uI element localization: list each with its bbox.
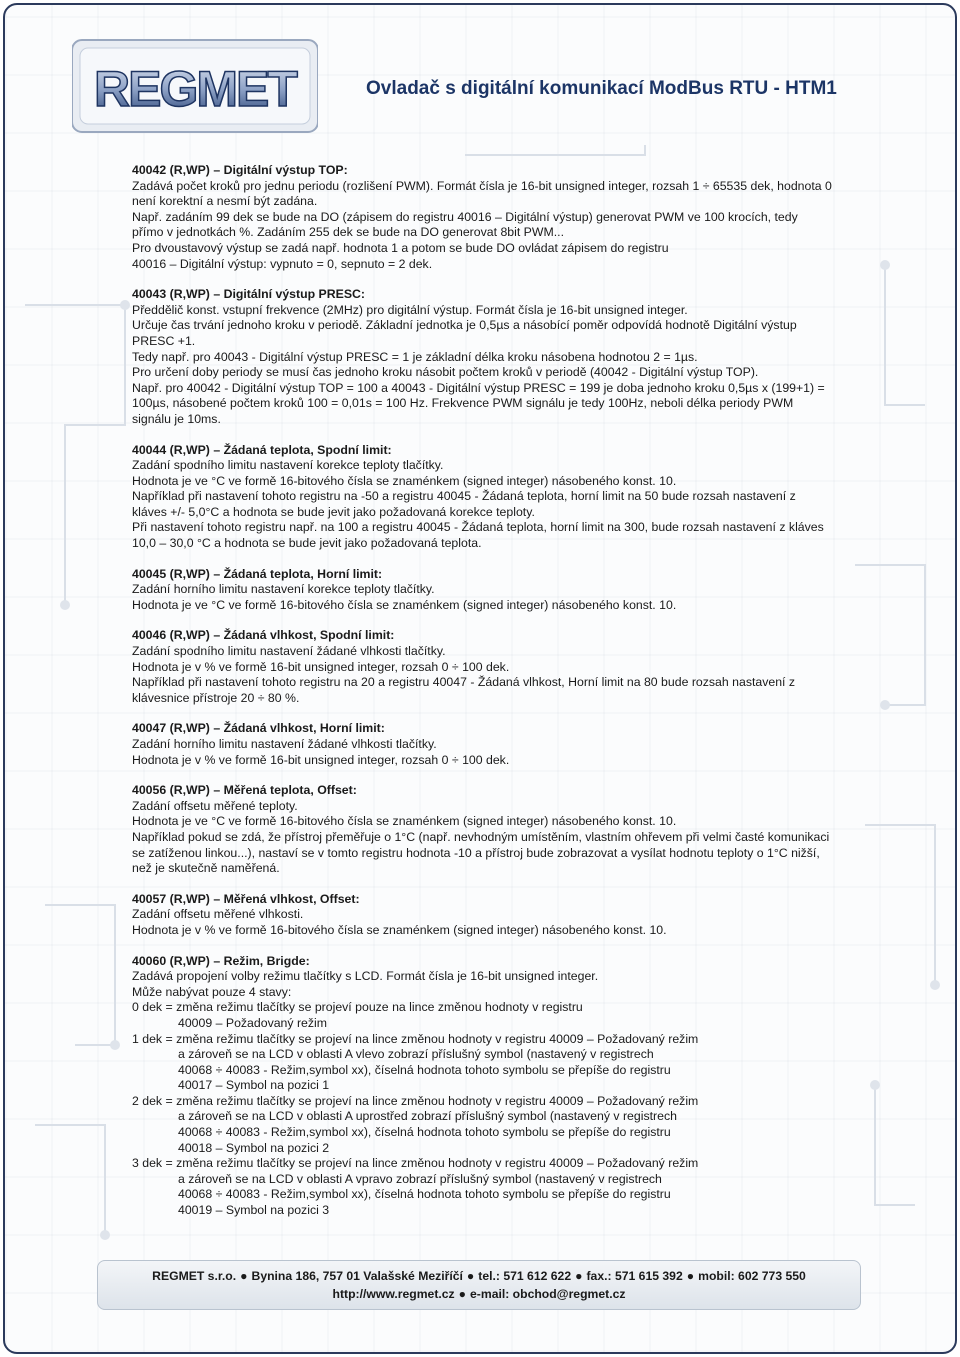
mode-option: 0 dek = změna režimu tlačítky se projeví pouze na lince změnou hodnoty v registru — [132, 1000, 583, 1015]
section-line: 40016 – Digitální výstup: vypnuto = 0, sepnuto = 2 dek. — [132, 256, 433, 271]
phone: tel.: 571 612 622 — [478, 1269, 572, 1283]
section-line: Zadání horního limitu nastavení žádané vlhkosti tlačítky. — [132, 737, 437, 751]
mode-option: 2 dek = změna režimu tlačítky se projeví na lince změnou hodnoty v registru 40009 – Požadovaný režim — [132, 1093, 699, 1108]
section-heading: 40057 (R,WP) – Měřená vlhkost, Offset: — [132, 891, 360, 906]
section-line: Zadává počet kroků pro jednu periodu (rozlišení PWM). Formát čísla je 16-bit unsigned integer, rozsah 1 ÷ 65535 dek, hodnota 0 není korektní a nesmí být zadána. — [132, 178, 832, 209]
section-line: Hodnota je ve °C ve formě 16-bitového čísla se znaménkem (signed integer) násobeného konst. 10. — [132, 597, 677, 612]
mobile: mobil: 602 773 550 — [698, 1269, 806, 1283]
section-line: Zadání spodního limitu nastavení žádané vlhkosti tlačítky. — [132, 644, 446, 659]
svg-text:REGMET: REGMET — [94, 61, 296, 117]
register-section — [132, 443, 832, 552]
section-heading: 40042 (R,WP) – Digitální výstup TOP: — [132, 163, 348, 177]
website-link[interactable]: http://www.regmet.cz — [332, 1287, 455, 1301]
mode-section — [132, 954, 832, 1219]
section-heading: 40044 (R,WP) – Žádaná teplota, Spodní limit: — [132, 442, 392, 457]
document-title: Ovladač s digitální komunikací ModBus RTU - HTM1 — [366, 78, 837, 99]
register-section — [132, 628, 832, 706]
section-heading: 40047 (R,WP) – Žádaná vlhkost, Horní limit: — [132, 721, 385, 736]
section-heading: 40046 (R,WP) – Žádaná vlhkost, Spodní limit: — [132, 628, 395, 643]
mode-option: 3 dek = změna režimu tlačítky se projeví na lince změnou hodnoty v registru 40009 – Požadovaný režim — [132, 1156, 699, 1171]
section-line: Předdělič konst. vstupní frekvence (2MHz) pro digitální výstup. Formát čísla je 16-bit unsigned integer. — [132, 302, 688, 317]
mode-option-detail: 40009 – Požadovaný režim — [178, 1015, 328, 1030]
mode-option-detail: 40017 – Symbol na pozici 1 — [178, 1078, 330, 1093]
contact-footer — [97, 1260, 861, 1310]
register-section — [132, 721, 832, 768]
company-name: REGMET s.r.o. — [152, 1269, 237, 1283]
section-line: Například při nastavení tohoto registru na 20 a registru 40047 - Žádaná vlhkost, Horní limit na 80 bude rozsah nastavení z klávesnice přístroje 20 ÷ 80 %. — [132, 675, 796, 705]
section-line: Určuje čas trvání jednoho kroku v periodě. Základní jednotka je 0,5µs a násobící poměr odpovídá hodnotě Digitální výstup PRESC +1. — [132, 318, 797, 348]
mode-option-detail: 40018 – Symbol na pozici 2 — [178, 1140, 330, 1155]
bullet-icon: ● — [466, 1269, 475, 1283]
footer-line-1 — [98, 1269, 860, 1283]
section-line: Hodnota je v % ve formě 16-bit unsigned integer, rozsah 0 ÷ 100 dek. — [132, 659, 510, 674]
register-sections — [132, 163, 832, 939]
mode-option-detail: 40019 – Symbol na pozici 3 — [178, 1203, 330, 1218]
bullet-icon: ● — [240, 1269, 248, 1283]
section-line: Může nabývat pouze 4 stavy: — [132, 984, 292, 999]
mode-option-detail: 40068 ÷ 40083 - Režim,symbol xx), číselná hodnota tohoto symbolu se přepíše do registru — [178, 1125, 671, 1140]
section-heading: 40056 (R,WP) – Měřená teplota, Offset: — [132, 783, 357, 798]
section-heading: 40045 (R,WP) – Žádaná teplota, Horní limit: — [132, 566, 383, 581]
register-section — [132, 783, 832, 877]
section-line: Zadání spodního limitu nastavení korekce teploty tlačítky. — [132, 458, 444, 473]
section-line: Např. pro 40042 - Digitální výstup TOP = 100 a 40043 - Digitální výstup PRESC = 199 je doba jednoho kroku 0,5µs x (199+1) = 100µs, násobené počtem kroků 100 = 0,01s = 100 Hz. Frekvence PWM signálu je tedy 100Hz, neboli délka periody PWM signálu je 10ms. — [132, 380, 825, 426]
email-link[interactable]: e-mail: obchod@regmet.cz — [470, 1287, 626, 1301]
section-line: Např. zadáním 99 dek se bude na DO (zápisem do registru 40016 – Digitální výstup) generovat PWM ve 100 krocích, tedy přímo v jednotkách %. Zadáním 255 dek se bude na DO generovat 8bit PWM... — [132, 209, 798, 240]
section-line: Hodnota je v % ve formě 16-bitového čísla se znaménkem (signed integer) násobeného konst. 10. — [132, 922, 667, 937]
mode-option-detail: 40068 ÷ 40083 - Režim,symbol xx), číselná hodnota tohoto symbolu se přepíše do registru — [178, 1062, 671, 1077]
section-line: Například při nastavení tohoto registru na -50 a registru 40045 - Žádaná teplota, horní limit na 50 bude rozsah nastavení z kláves +/- 5,0°C a hodnota se bude jevit jako požadovaná korekce teploty. — [132, 489, 796, 519]
section-line: Zadává propojení volby režimu tlačítky s LCD. Formát čísla je 16-bit unsigned integer. — [132, 969, 599, 984]
company-address: Bynina 186, 757 01 Valašské Meziříčí — [251, 1269, 463, 1283]
section-line: Hodnota je v % ve formě 16-bit unsigned integer, rozsah 0 ÷ 100 dek. — [132, 752, 510, 767]
section-line: Při nastavení tohoto registru např. na 100 a registru 40045 - Žádaná teplota, horní limit na 300, bude rozsah nastavení z kláves 10,0 – 30,0 °C a hodnota se bude jevit jako požadovaná teplota. — [132, 520, 824, 551]
mode-option-detail: a zároveň se na LCD v oblasti A vlevo zobrazí příslušný symbol (nastavený v registrech — [178, 1047, 654, 1062]
section-line: Pro určení doby periody se musí čas jednoho kroku násobit počtem kroků v periodě (40042 - Digitální výstup TOP). — [132, 365, 759, 380]
register-section — [132, 287, 832, 427]
mode-option-detail: a zároveň se na LCD v oblasti A uprostřed zobrazí příslušný symbol (nastavený v registrech — [178, 1109, 677, 1124]
register-section — [132, 567, 832, 614]
section-line: Tedy např. pro 40043 - Digitální výstup PRESC = 1 je základní délka kroku násobena hodnotou 2 = 1µs. — [132, 349, 698, 364]
document-body — [132, 163, 832, 1234]
section-line: Zadání horního limitu nastavení korekce teploty tlačítky. — [132, 582, 435, 597]
section-line: Pro dvoustavový výstup se zadá např. hodnota 1 a potom se bude DO ovládat zápisem do registru — [132, 240, 669, 255]
section-line: Například pokud se zdá, že přístroj přeměřuje o 1°C (např. nevhodným umístěním, vlastním ohřevem při velmi časté komunikaci se zatíženou linkou...), nastaví se v tomto registru hodnota -10 a přístroj bude zobrazovat a vysílat hodnotu teploty o 1°C nižší, než je skutečně naměřená. — [132, 829, 830, 876]
bullet-icon: ● — [575, 1269, 583, 1283]
bullet-icon: ● — [458, 1287, 467, 1301]
mode-list — [132, 1000, 832, 1218]
register-section — [132, 892, 832, 939]
section-line: Hodnota je ve °C ve formě 16-bitového čísla se znaménkem (signed integer) násobeného konst. 10. — [132, 473, 677, 488]
regmet-logo — [72, 38, 318, 134]
mode-option-detail: 40068 ÷ 40083 - Režim,symbol xx), číselná hodnota tohoto symbolu se přepíše do registru — [178, 1187, 671, 1202]
section-line: Hodnota je ve °C ve formě 16-bitového čísla se znaménkem (signed integer) násobeného konst. 10. — [132, 814, 677, 829]
mode-option: 1 dek = změna režimu tlačítky se projeví na lince změnou hodnoty v registru 40009 – Požadovaný režim — [132, 1031, 699, 1046]
footer-line-2 — [98, 1287, 860, 1301]
page-header — [0, 0, 960, 140]
section-line: Zadání offsetu měřené vlhkosti. — [132, 907, 304, 922]
section-line: Zadání offsetu měřené teploty. — [132, 798, 298, 813]
bullet-icon: ● — [686, 1269, 695, 1283]
register-section — [132, 163, 832, 272]
mode-option-detail: a zároveň se na LCD v oblasti A vpravo zobrazí příslušný symbol (nastavený v registrech — [178, 1171, 662, 1186]
fax: fax.: 571 615 392 — [586, 1269, 683, 1283]
section-heading: 40043 (R,WP) – Digitální výstup PRESC: — [132, 287, 366, 302]
section-heading: 40060 (R,WP) – Režim, Brigde: — [132, 953, 310, 968]
